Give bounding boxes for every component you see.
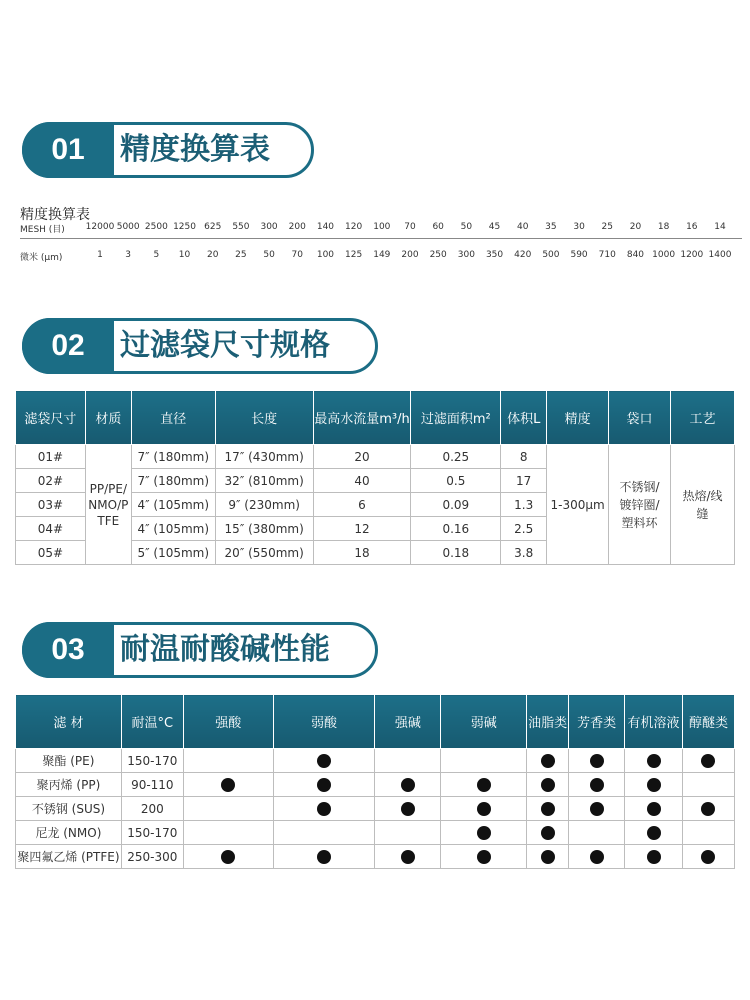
size-cell: 05# [16, 541, 86, 565]
resistance-dot-icon [317, 754, 331, 768]
temperature-cell: 250-300 [121, 845, 183, 869]
chem-header-cell: 弱碱 [441, 695, 527, 749]
micron-value: 590 [570, 250, 588, 260]
section-header-01 [22, 122, 314, 178]
table-row [16, 797, 735, 821]
mesh-value: 550 [232, 222, 250, 232]
chem-header-cell: 强酸 [183, 695, 273, 749]
resistance-cell [569, 773, 625, 797]
resistance-dot-icon [647, 778, 661, 792]
section-header-03 [22, 622, 378, 678]
micron-value: 250 [429, 250, 447, 260]
resistance-cell [527, 821, 569, 845]
table-row [16, 773, 735, 797]
area-cell: 0.09 [411, 493, 501, 517]
mesh-row [20, 222, 740, 236]
resistance-cell [273, 845, 375, 869]
length-cell: 20″ (550mm) [215, 541, 313, 565]
resistance-dot-icon [541, 778, 555, 792]
resistance-cell [441, 821, 527, 845]
resistance-cell [569, 797, 625, 821]
micron-label: 微米 (μm) [20, 253, 63, 263]
chemical-resistance-table [15, 694, 735, 869]
chem-header-cell: 醇醚类 [682, 695, 734, 749]
mesh-value: 625 [204, 222, 222, 232]
resistance-dot-icon [317, 802, 331, 816]
material-cell: 聚四氟乙烯 (PTFE) [16, 845, 122, 869]
size-header-cell: 工艺 [671, 391, 735, 445]
micron-value: 50 [263, 250, 275, 260]
volume-cell: 2.5 [501, 517, 547, 541]
size-header-cell: 滤袋尺寸 [16, 391, 86, 445]
size-cell: 03# [16, 493, 86, 517]
mesh-value: 100 [373, 222, 391, 232]
resistance-cell [682, 845, 734, 869]
resistance-cell [625, 749, 683, 773]
mesh-value: 300 [260, 222, 278, 232]
diameter-cell: 7″ (180mm) [131, 469, 215, 493]
craft-cell: 热熔/线缝 [671, 445, 735, 565]
resistance-dot-icon [590, 778, 604, 792]
micron-value: 5 [153, 250, 160, 260]
micron-value: 350 [485, 250, 504, 260]
chem-header-cell: 滤 材 [16, 695, 122, 749]
micron-value: 1 [97, 250, 103, 260]
section-title: 耐温耐酸碱性能 [120, 632, 330, 667]
chem-header-cell: 弱酸 [273, 695, 375, 749]
flow-cell: 6 [313, 493, 411, 517]
resistance-cell [625, 821, 683, 845]
conversion-title: 精度换算表 [20, 207, 90, 223]
resistance-cell [441, 749, 527, 773]
volume-cell: 3.8 [501, 541, 547, 565]
micron-value: 25 [235, 250, 247, 260]
mesh-value: 120 [345, 222, 363, 232]
size-header-cell: 最高水流量m³/h [313, 391, 411, 445]
size-header-cell: 袋口 [609, 391, 671, 445]
chem-header-cell: 有机溶液 [625, 695, 683, 749]
resistance-cell [375, 797, 441, 821]
mesh-value: 16 [686, 222, 698, 232]
bag-size-table [15, 390, 735, 565]
mesh-value: 14 [714, 222, 726, 232]
section-title: 精度换算表 [120, 132, 270, 167]
resistance-cell [682, 821, 734, 845]
chem-table-body [16, 749, 735, 869]
resistance-dot-icon [541, 754, 555, 768]
mesh-value: 200 [288, 222, 306, 232]
resistance-cell [569, 845, 625, 869]
mesh-value: 20 [629, 222, 642, 232]
resistance-cell [273, 749, 375, 773]
mesh-value: 40 [516, 222, 529, 232]
resistance-dot-icon [401, 802, 415, 816]
resistance-cell [569, 821, 625, 845]
mesh-value: 1250 [173, 222, 196, 232]
size-cell: 02# [16, 469, 86, 493]
mesh-value: 12000 [85, 222, 115, 232]
mesh-value: 2500 [144, 222, 168, 232]
resistance-dot-icon [647, 754, 661, 768]
mouth-cell: 不锈钢/镀锌圈/塑料环 [609, 445, 671, 565]
micron-value: 300 [457, 250, 475, 260]
resistance-cell [625, 773, 683, 797]
resistance-cell [441, 845, 527, 869]
micron-value: 710 [598, 250, 616, 260]
micron-value: 840 [626, 250, 645, 260]
section-header-02 [22, 318, 378, 374]
micron-value: 500 [542, 250, 560, 260]
micron-value: 420 [514, 250, 532, 260]
micron-value: 1200 [680, 250, 704, 260]
size-header-cell: 体积L [501, 391, 547, 445]
resistance-dot-icon [221, 778, 235, 792]
area-cell: 0.18 [411, 541, 501, 565]
resistance-dot-icon [701, 850, 715, 864]
flow-cell: 20 [313, 445, 411, 469]
size-table-body [16, 445, 735, 565]
mesh-value: 35 [545, 222, 557, 232]
resistance-cell [375, 845, 441, 869]
resistance-cell [527, 845, 569, 869]
resistance-dot-icon [477, 826, 491, 840]
resistance-cell [183, 821, 273, 845]
resistance-cell [375, 821, 441, 845]
resistance-cell [183, 773, 273, 797]
section-number: 03 [22, 622, 114, 678]
resistance-cell [682, 749, 734, 773]
micron-row [20, 250, 740, 264]
resistance-dot-icon [317, 850, 331, 864]
micron-value: 3 [125, 250, 132, 260]
micron-value: 1000 [652, 250, 676, 260]
size-table-header [16, 391, 735, 445]
micron-value: 70 [291, 250, 303, 260]
flow-cell: 18 [313, 541, 411, 565]
resistance-dot-icon [647, 802, 661, 816]
resistance-cell [569, 749, 625, 773]
size-header-cell: 精度 [547, 391, 609, 445]
length-cell: 15″ (380mm) [215, 517, 313, 541]
mesh-value: 50 [460, 222, 473, 232]
resistance-cell [273, 797, 375, 821]
diameter-cell: 5″ (105mm) [131, 541, 215, 565]
chem-header-cell: 油脂类 [527, 695, 569, 749]
mesh-value: 25 [601, 222, 613, 232]
resistance-cell [375, 749, 441, 773]
resistance-dot-icon [701, 802, 715, 816]
mesh-value: 18 [657, 222, 670, 232]
section-number: 01 [22, 122, 114, 178]
mesh-value: 45 [488, 222, 501, 232]
size-cell: 01# [16, 445, 86, 469]
table-row [16, 749, 735, 773]
micron-value: 100 [316, 250, 335, 260]
table-row [16, 845, 735, 869]
resistance-cell [183, 845, 273, 869]
resistance-cell [441, 773, 527, 797]
diameter-cell: 7″ (180mm) [131, 445, 215, 469]
resistance-dot-icon [541, 826, 555, 840]
resistance-dot-icon [701, 754, 715, 768]
resistance-cell [625, 797, 683, 821]
resistance-dot-icon [477, 850, 491, 864]
resistance-dot-icon [647, 850, 661, 864]
temperature-cell: 200 [121, 797, 183, 821]
size-cell: 04# [16, 517, 86, 541]
precision-cell: 1-300μm [547, 445, 609, 565]
resistance-dot-icon [477, 802, 491, 816]
resistance-cell [183, 749, 273, 773]
material-cell: PP/PE/NMO/PTFE [85, 445, 131, 565]
micron-value: 200 [401, 250, 419, 260]
resistance-cell [625, 845, 683, 869]
resistance-cell [441, 797, 527, 821]
micron-value: 20 [206, 250, 219, 260]
size-header-cell: 材质 [85, 391, 131, 445]
flow-cell: 12 [313, 517, 411, 541]
volume-cell: 1.3 [501, 493, 547, 517]
resistance-cell [682, 797, 734, 821]
micron-value: 1400 [708, 250, 732, 260]
chem-header-cell: 芳香类 [569, 695, 625, 749]
mesh-value: 70 [404, 222, 416, 232]
mesh-value: 60 [432, 222, 444, 232]
resistance-dot-icon [590, 802, 604, 816]
resistance-dot-icon [590, 850, 604, 864]
section-number: 02 [22, 318, 114, 374]
size-header-cell: 长度 [215, 391, 313, 445]
temperature-cell: 150-170 [121, 749, 183, 773]
length-cell: 32″ (810mm) [215, 469, 313, 493]
chem-table-header [16, 695, 735, 749]
resistance-dot-icon [647, 826, 661, 840]
table-row [16, 445, 735, 469]
resistance-cell [183, 797, 273, 821]
chem-header-cell: 强碱 [375, 695, 441, 749]
mesh-value: 5000 [116, 222, 140, 232]
diameter-cell: 4″ (105mm) [131, 493, 215, 517]
resistance-dot-icon [401, 778, 415, 792]
resistance-dot-icon [541, 850, 555, 864]
micron-value: 149 [373, 250, 391, 260]
mesh-value: 140 [316, 222, 335, 232]
chem-header-cell: 耐温°C [121, 695, 183, 749]
size-header-cell: 过滤面积m² [411, 391, 501, 445]
resistance-cell [682, 773, 734, 797]
temperature-cell: 150-170 [121, 821, 183, 845]
area-cell: 0.16 [411, 517, 501, 541]
section-title: 过滤袋尺寸规格 [120, 328, 330, 363]
volume-cell: 17 [501, 469, 547, 493]
length-cell: 17″ (430mm) [215, 445, 313, 469]
length-cell: 9″ (230mm) [215, 493, 313, 517]
resistance-dot-icon [477, 778, 491, 792]
flow-cell: 40 [313, 469, 411, 493]
size-header-cell: 直径 [131, 391, 215, 445]
resistance-cell [273, 773, 375, 797]
table-row [16, 821, 735, 845]
micron-value: 10 [178, 250, 191, 260]
resistance-cell [527, 797, 569, 821]
micron-value: 125 [345, 250, 363, 260]
resistance-cell [273, 821, 375, 845]
resistance-cell [527, 773, 569, 797]
resistance-dot-icon [590, 754, 604, 768]
volume-cell: 8 [501, 445, 547, 469]
resistance-cell [375, 773, 441, 797]
mesh-label: MESH (目) [20, 225, 65, 235]
material-cell: 聚丙烯 (PP) [16, 773, 122, 797]
diameter-cell: 4″ (105mm) [131, 517, 215, 541]
area-cell: 0.5 [411, 469, 501, 493]
resistance-dot-icon [317, 778, 331, 792]
conversion-divider [20, 238, 742, 239]
material-cell: 尼龙 (NMO) [16, 821, 122, 845]
material-cell: 不锈钢 (SUS) [16, 797, 122, 821]
temperature-cell: 90-110 [121, 773, 183, 797]
mesh-value: 30 [573, 222, 585, 232]
resistance-cell [527, 749, 569, 773]
resistance-dot-icon [541, 802, 555, 816]
resistance-dot-icon [401, 850, 415, 864]
resistance-dot-icon [221, 850, 235, 864]
area-cell: 0.25 [411, 445, 501, 469]
material-cell: 聚酯 (PE) [16, 749, 122, 773]
